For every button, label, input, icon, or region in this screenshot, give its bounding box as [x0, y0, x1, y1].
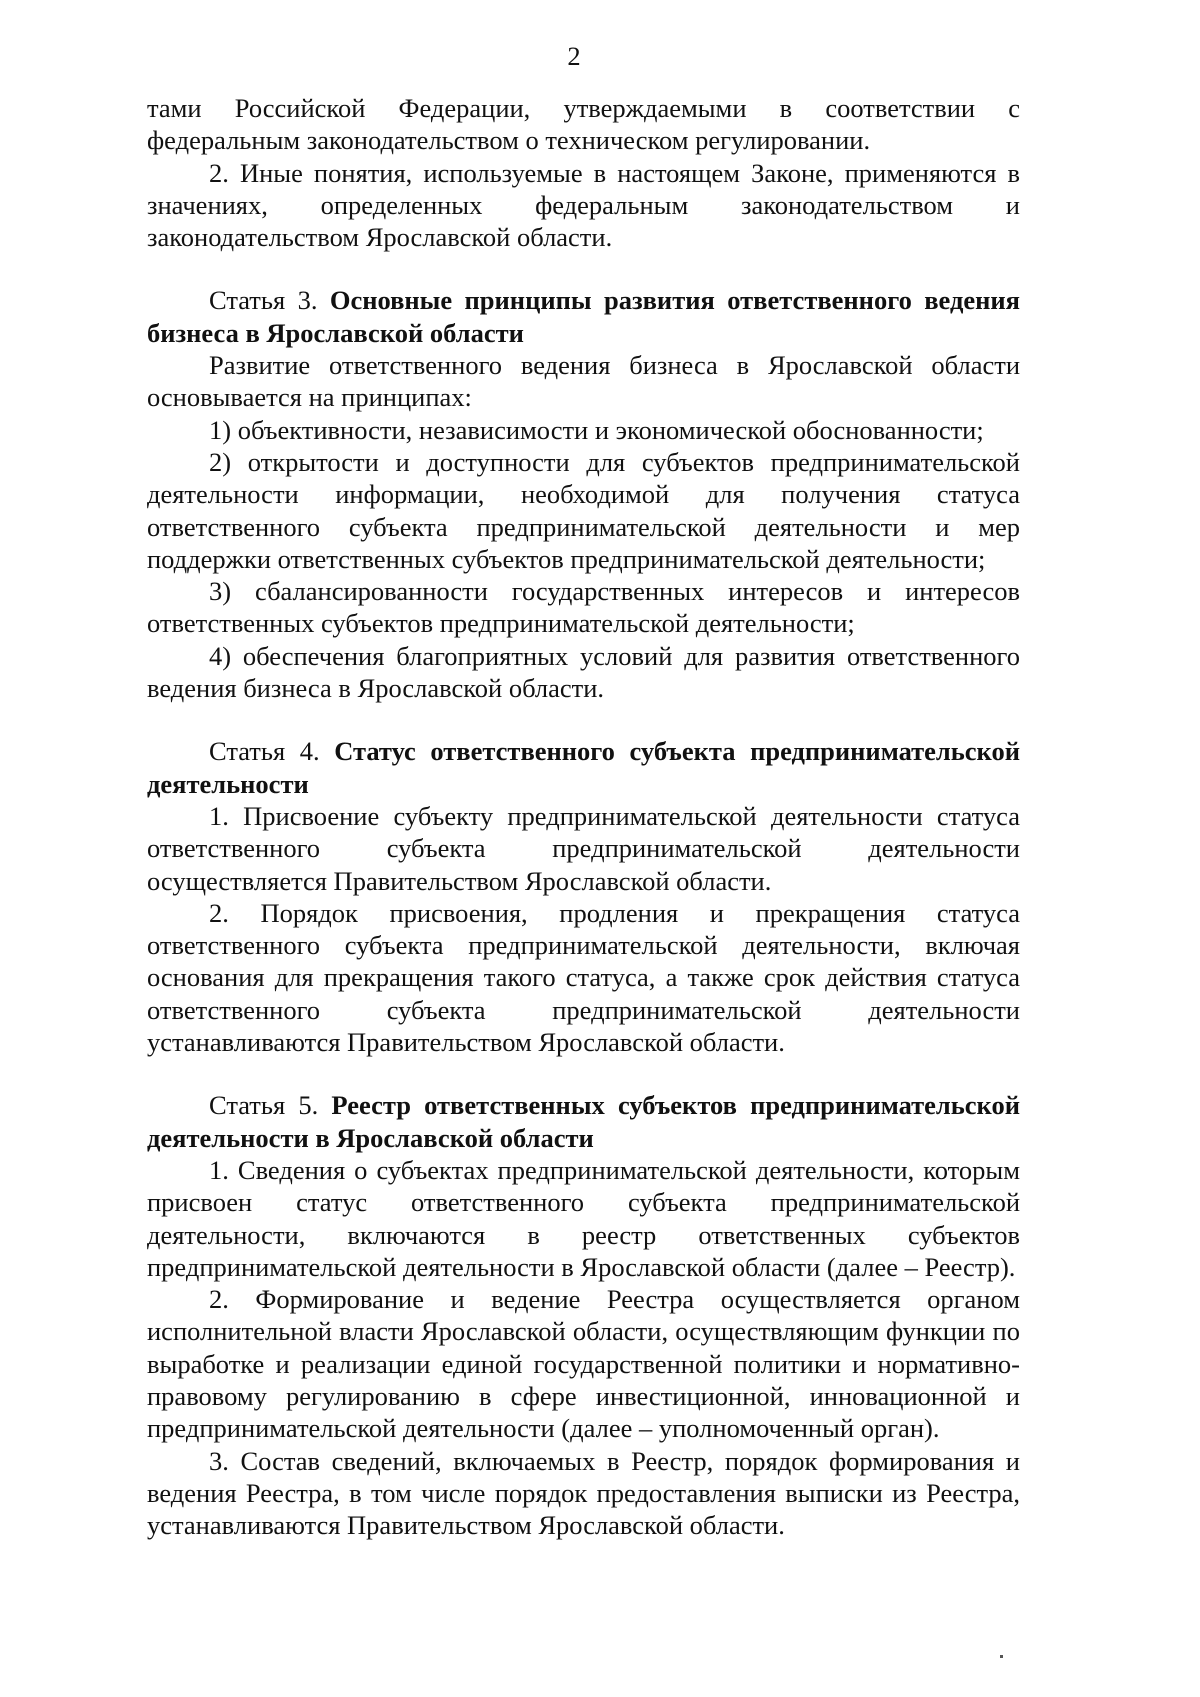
article-5-paragraph-2: 2. Формирование и ведение Реестра осуществляется органом исполнительной власти Ярославской области, осуществляющим функции по выработке и реализации единой государственной политики и нормативно-правовому регулированию в сфере инвестиционной, инновационной и предпринимательской деятельности (далее – уполномоченный орган).	[147, 1284, 1020, 1444]
article-5-paragraph-1: 1. Сведения о субъектах предпринимательской деятельности, которым присвоен статус ответственного субъекта предпринимательской деятельности, включаются в реестр ответственных субъектов предпринимательской деятельности в Ярославской области (далее – Реестр).	[147, 1154, 1020, 1282]
article-4-paragraph-1: 1. Присвоение субъекту предпринимательской деятельности статуса ответственного субъекта предпринимательской деятельности осуществляется Правительством Ярославской области.	[147, 800, 1020, 896]
article-5-title: Реестр ответственных субъектов предпринимательской деятельности в Ярославской области	[147, 1090, 1021, 1153]
article-3-title: Основные принципы развития ответственного ведения бизнеса в Ярославской области	[147, 285, 1020, 348]
article-3-paragraph-5: 4) обеспечения благоприятных условий для развития ответственного ведения бизнеса в Ярославской области.	[147, 640, 1020, 704]
article-3-paragraph-4: 3) сбалансированности государственных интересов и интересов ответственных субъектов предпринимательской деятельности;	[147, 576, 1020, 639]
article-3-heading	[147, 284, 1020, 349]
scan-speck	[1000, 1655, 1003, 1658]
article-3-paragraph-1: Развитие ответственного ведения бизнеса в Ярославской области основывается на принципах:	[147, 350, 1020, 413]
article-5-heading	[147, 1089, 1020, 1154]
document-body	[147, 92, 1020, 1541]
article-5-label: Статья 5.	[209, 1090, 319, 1121]
page-number: 2	[567, 41, 581, 71]
intro-paragraph-2: 2. Иные понятия, используемые в настоящем Законе, применяются в значениях, определенных федеральным законодательством и законодательством Ярославской области.	[147, 157, 1020, 253]
article-3-paragraph-3: 2) открытости и доступности для субъектов предпринимательской деятельности информации, необходимой для получения статуса ответственного субъекта предпринимательской деятельности и мер поддержки ответственных субъектов предпринимательской деятельности;	[147, 446, 1020, 574]
article-5-paragraph-3: 3. Состав сведений, включаемых в Реестр, порядок формирования и ведения Реестра, в том числе порядок предоставления выписки из Реестра, устанавливаются Правительством Ярославской области.	[147, 1445, 1020, 1541]
article-4-title: Статус ответственного субъекта предпринимательской деятельности	[147, 736, 1020, 799]
intro-paragraph-1: тами Российской Федерации, утверждаемыми в соответствии с федеральным законодательством о техническом регулировании.	[147, 93, 1020, 156]
article-4-label: Статья 4.	[209, 736, 320, 767]
article-4-paragraph-2: 2. Порядок присвоения, продления и прекращения статуса ответственного субъекта предпринимательской деятельности, включая основания для прекращения такого статуса, а также срок действия статуса ответственного субъекта предпринимательской деятельности устанавливаются Правительством Ярославской области.	[147, 897, 1020, 1058]
article-3-paragraph-2: 1) объективности, независимости и экономической обоснованности;	[209, 414, 984, 445]
article-3-label: Статья 3.	[209, 285, 318, 316]
article-4-heading	[147, 735, 1020, 800]
